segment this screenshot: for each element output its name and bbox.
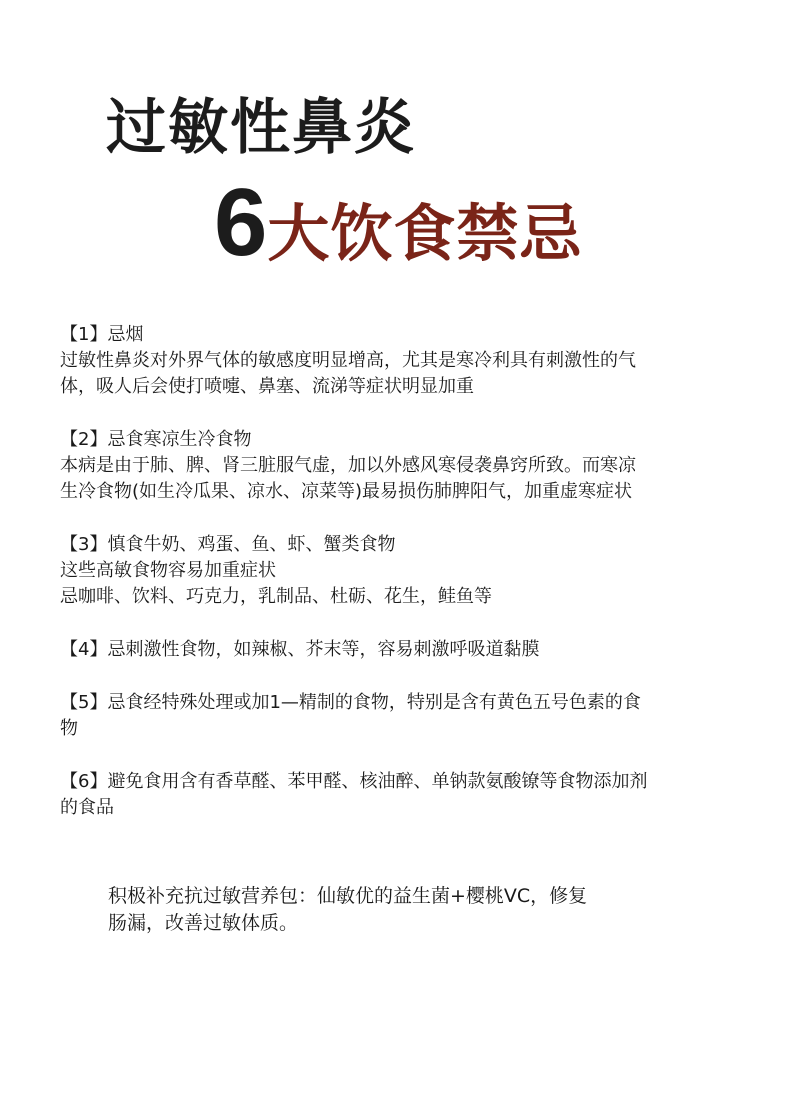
taboo-text-line: 忌咖啡、饮料、巧克力，乳制品、杜砺、花生，鲑鱼等 bbox=[60, 586, 492, 607]
footer-text-line: 积极补充抗过敏营养包：仙敏优的益生菌+樱桃VC，修复 bbox=[108, 885, 588, 907]
taboo-section-2 bbox=[60, 427, 730, 505]
taboo-list bbox=[60, 322, 730, 848]
taboo-heading: 【4】忌刺激性食物，如辣椒、芥末等，容易刺激呼吸道黏膜 bbox=[60, 639, 540, 660]
taboo-heading: 【6】避免食用含有香草醛、苯甲醛、核油醉、单钠款氨酸镣等食物添加剂 bbox=[60, 771, 648, 792]
taboo-text-line: 物 bbox=[60, 718, 78, 739]
subtitle-accent: 大饮食禁忌 bbox=[267, 197, 583, 270]
taboo-section-6 bbox=[60, 769, 730, 821]
footer-note bbox=[108, 883, 708, 937]
page-title: 过敏性鼻炎 bbox=[106, 93, 416, 163]
page-subtitle bbox=[214, 169, 583, 276]
taboo-heading: 【5】忌食经特殊处理或加1—精制的食物，特别是含有黄色五号色素的食 bbox=[60, 692, 641, 713]
taboo-heading: 【2】忌食寒凉生冷食物 bbox=[60, 429, 252, 450]
taboo-text-line: 的食品 bbox=[60, 797, 114, 818]
taboo-text-line: 本病是由于肺、脾、肾三脏服气虚，加以外感风寒侵袭鼻窍所致。而寒凉 bbox=[60, 455, 636, 476]
taboo-heading: 【3】慎食牛奶、鸡蛋、鱼、虾、蟹类食物 bbox=[60, 534, 396, 555]
subtitle-number: 6 bbox=[214, 169, 268, 276]
taboo-section-5 bbox=[60, 690, 730, 742]
taboo-text-line: 这些高敏食物容易加重症状 bbox=[60, 560, 276, 581]
taboo-section-4 bbox=[60, 637, 730, 663]
taboo-section-3 bbox=[60, 532, 730, 610]
taboo-section-1 bbox=[60, 322, 730, 400]
taboo-heading: 【1】忌烟 bbox=[60, 324, 144, 345]
taboo-text-line: 体，吸人后会使打喷嚏、鼻塞、流涕等症状明显加重 bbox=[60, 376, 474, 397]
taboo-text-line: 生冷食物(如生冷瓜果、凉水、凉菜等)最易损伤肺脾阳气，加重虚寒症状 bbox=[60, 481, 633, 502]
footer-text-line: 肠漏，改善过敏体质。 bbox=[108, 912, 299, 934]
taboo-text-line: 过敏性鼻炎对外界气体的敏感度明显增高，尤其是寒冷利具有刺激性的气 bbox=[60, 350, 636, 371]
